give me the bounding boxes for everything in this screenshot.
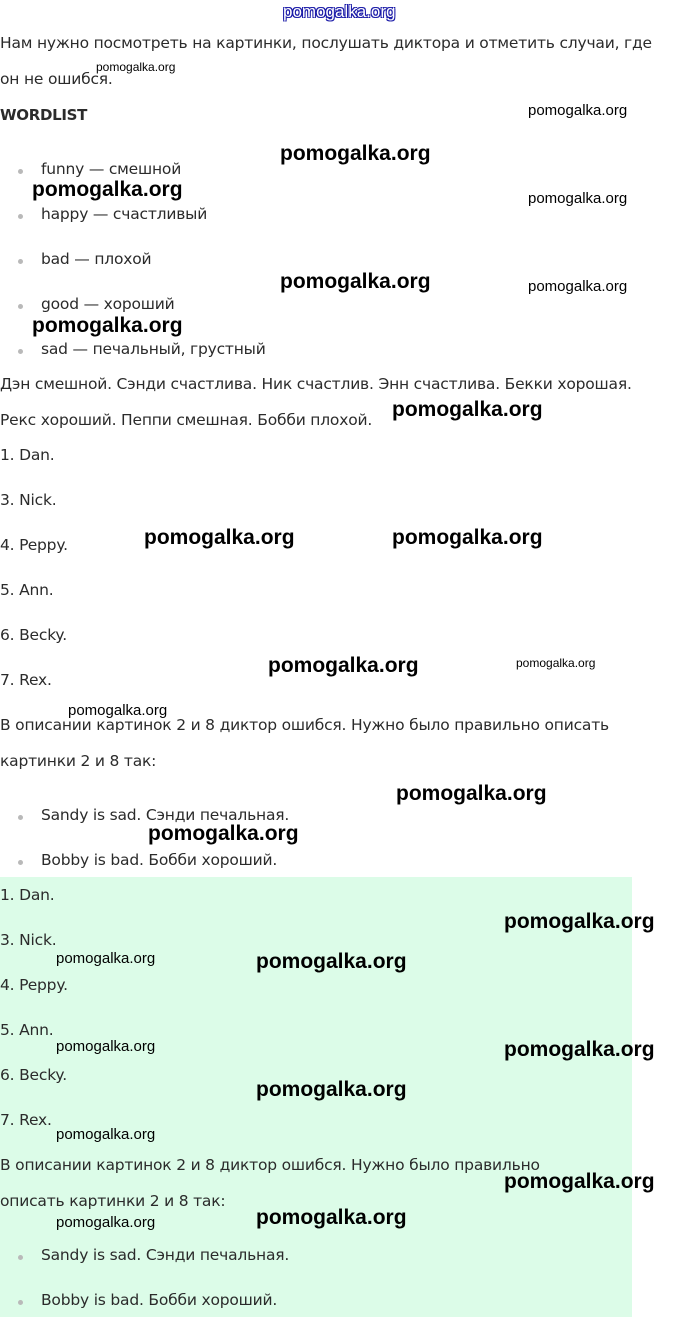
watermark: pomogalka.org — [392, 398, 543, 421]
watermark: pomogalka.org — [56, 1214, 156, 1231]
watermark: pomogalka.org — [144, 526, 295, 549]
watermark: pomogalka.org — [528, 190, 628, 207]
bullet-icon — [18, 304, 23, 309]
bullet-icon — [18, 349, 23, 354]
bullet-icon — [18, 1300, 23, 1305]
watermark: pomogalka.org — [32, 314, 183, 337]
answer-item: 4. Peppy. — [0, 536, 68, 554]
wordlist-item: funny — смешной — [41, 160, 182, 178]
bullet-icon — [18, 259, 23, 264]
conclusion-line-1: В описании картинок 2 и 8 диктор ошибся. Нужно было правильно описать — [0, 716, 609, 734]
watermark: pomogalka.org — [528, 102, 628, 119]
watermark: pomogalka.org — [392, 526, 543, 549]
watermark: pomogalka.org — [32, 178, 183, 201]
highlight-answer-item: 6. Becky. — [0, 1066, 67, 1084]
highlight-correction-item: Sandy is sad. Сэнди печальная. — [41, 1246, 290, 1264]
highlight-answer-item: 7. Rex. — [0, 1111, 52, 1129]
highlight-answer-item: 5. Ann. — [0, 1021, 54, 1039]
correction-item: Bobby is bad. Бобби хороший. — [41, 851, 278, 869]
watermark: pomogalka.org — [396, 782, 547, 805]
answer-item: 1. Dan. — [0, 446, 55, 464]
wordlist-heading: WORDLIST — [0, 106, 88, 124]
site-logo[interactable]: pomogalka.org — [283, 2, 396, 21]
answer-item: 3. Nick. — [0, 491, 57, 509]
description-line-2: Рекс хороший. Пеппи смешная. Бобби плохой. — [0, 411, 373, 429]
bullet-icon — [18, 1255, 23, 1260]
bullet-icon — [18, 860, 23, 865]
answer-item: 6. Becky. — [0, 626, 67, 644]
bullet-icon — [18, 169, 23, 174]
watermark: pomogalka.org — [96, 60, 176, 74]
answer-item: 5. Ann. — [0, 581, 54, 599]
highlight-conclusion-line-2: описать картинки 2 и 8 так: — [0, 1192, 226, 1210]
watermark: pomogalka.org — [68, 702, 168, 719]
bullet-icon — [18, 214, 23, 219]
intro-line-2: он не ошибся. — [0, 70, 113, 88]
wordlist-item: happy — счастливый — [41, 205, 208, 223]
answer-item: 7. Rex. — [0, 671, 52, 689]
bullet-icon — [18, 815, 23, 820]
intro-line-1: Нам нужно посмотреть на картинки, послушать диктора и отметить случаи, где — [0, 34, 652, 52]
wordlist-item: good — хороший — [41, 295, 175, 313]
watermark: pomogalka.org — [280, 142, 431, 165]
highlight-conclusion-line-1: В описании картинок 2 и 8 диктор ошибся. Нужно было правильно — [0, 1156, 540, 1174]
watermark: pomogalka.org — [256, 1078, 407, 1101]
conclusion-line-2: картинки 2 и 8 так: — [0, 752, 157, 770]
watermark: pomogalka.org — [256, 950, 407, 973]
watermark: pomogalka.org — [516, 656, 596, 670]
watermark: pomogalka.org — [504, 1038, 655, 1061]
watermark: pomogalka.org — [256, 1206, 407, 1229]
highlight-answer-item: 3. Nick. — [0, 931, 57, 949]
watermark: pomogalka.org — [268, 654, 419, 677]
wordlist-item: sad — печальный, грустный — [41, 340, 266, 358]
watermark: pomogalka.org — [56, 1126, 156, 1143]
correction-item: Sandy is sad. Сэнди печальная. — [41, 806, 290, 824]
highlight-answer-item: 4. Peppy. — [0, 976, 68, 994]
watermark: pomogalka.org — [148, 822, 299, 845]
watermark: pomogalka.org — [504, 910, 655, 933]
wordlist-item: bad — плохой — [41, 250, 152, 268]
highlight-answer-item: 1. Dan. — [0, 886, 55, 904]
watermark: pomogalka.org — [56, 950, 156, 967]
watermark: pomogalka.org — [504, 1170, 655, 1193]
highlight-correction-item: Bobby is bad. Бобби хороший. — [41, 1291, 278, 1309]
description-line-1: Дэн смешной. Сэнди счастлива. Ник счастлив. Энн счастлива. Бекки хорошая. — [0, 375, 632, 393]
watermark: pomogalka.org — [528, 278, 628, 295]
watermark: pomogalka.org — [56, 1038, 156, 1055]
watermark: pomogalka.org — [280, 270, 431, 293]
